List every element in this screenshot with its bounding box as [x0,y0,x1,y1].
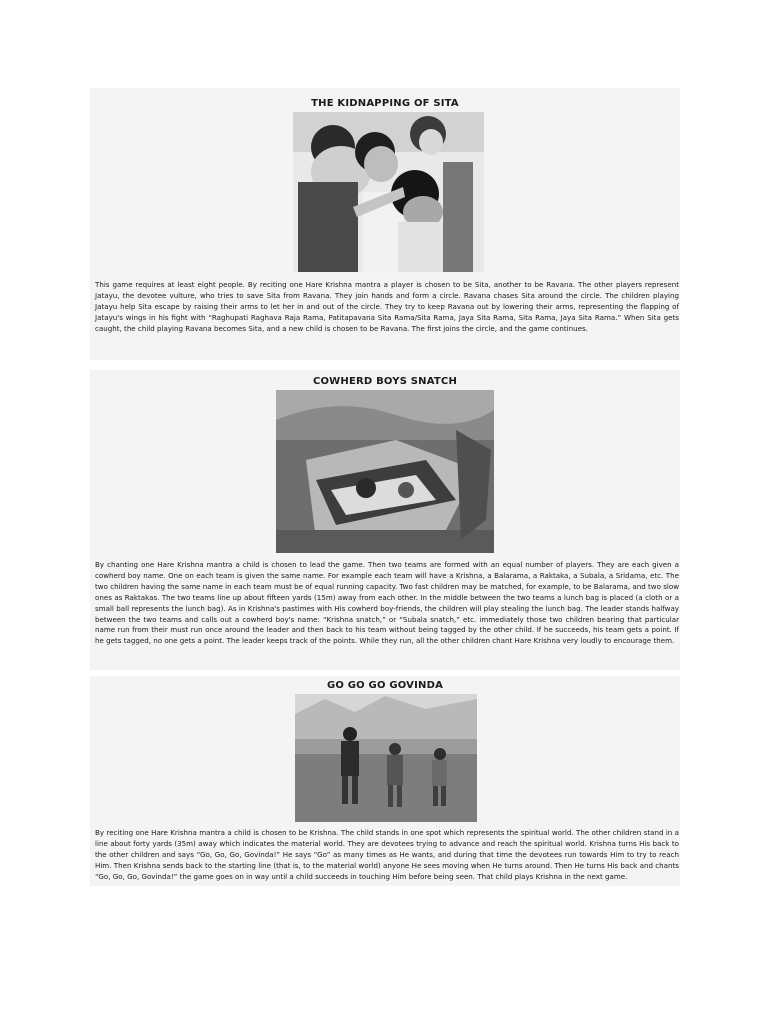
section-title: COWHERD BOYS SNATCH [312,376,458,387]
section-body: By chanting one Hare Krishna mantra a child is chosen to lead the game. Then two teams are formed with an equal number of players. They are each given a cowherd boy name. One on each team is given the same name. For example each team will have a Krishna, a Balarama, a Raktaka, a Subala, a Sridama, etc. The two children having the same name in each team must be of equal running capacity. Two fast children may be matched, for example, to be Balarama, and two slow ones as Raktakas. The two teams line up about fifteen yards (15m) away from each other. In the middle between the two teams a lunch bag is placed (a cloth or a small ball represents the lunch bag). As in Krishna's pastimes with His cowherd boy-friends, the children will play stealing the lunch bag. The leader stands halfway between the two teams and calls out a cowherd boy's name: “Krishna snatch,” or “Subala snatch,” etc. immediately those two children bearing that particular name run from their must run once around the leader and then back to his team without being tagged by the other child. If he succeeds, his team gets a point. If he gets tagged, no one gets a point. The leader keeps track of the points. While they run, all the other children chant Hare Krishna very loudly to encourage them. [95,560,679,646]
photo-children-running-icon [295,694,477,822]
section-title: THE KIDNAPPING OF SITA [311,98,459,109]
photo-children-playing-icon [293,112,484,272]
section-body: This game requires at least eight people. By reciting one Hare Krishna mantra a player is chosen to be Sita, another to be Ravana. The other players represent Jatayu, the devotee vulture, who tries to save Sita from Ravana. They join hands and form a circle. Ravana chases Sita around the circle. The children playing Jatayu help Sita escape by raising their arms to let her in and out of the circle. They try to keep Ravana out by lowering their arms, representing the flapping of Jatayu's wings in his fight with “Raghupati Raghava Raja Rama, Patitapavana Sita Rama/Sita Rama, Jaya Sita Rama, Sita Rama, Jaya Sita Rama.” When Sita gets caught, the child playing Ravana becomes Sita, and a new child is chosen to be Ravana. The first joins the circle, and the game continues. [95,280,679,333]
photo-cloth-bundle-icon [276,390,494,553]
section-body: By reciting one Hare Krishna mantra a child is chosen to be Krishna. The child stands in one spot which represents the spiritual world. The other children stand in a line about forty yards (35m) away which indicates the material world. They are devotees trying to advance and reach the spiritual world. Krishna turns His back to the other children and says “Go, Go, Go, Govinda!” He says “Go” as many times as He wants, and during that time the devotees run towards Him to try to reach Him. Then Krishna sends back to the starting line (that is, to the material world) anyone He sees moving when He turns around. Then He turns His back and chants “Go, Go, Go, Govinda!” the game goes on in way until a child succeeds in touching Him before being seen. That child plays Krishna in the next game. [95,828,679,881]
section-title: GO GO GO GOVINDA [326,680,444,691]
